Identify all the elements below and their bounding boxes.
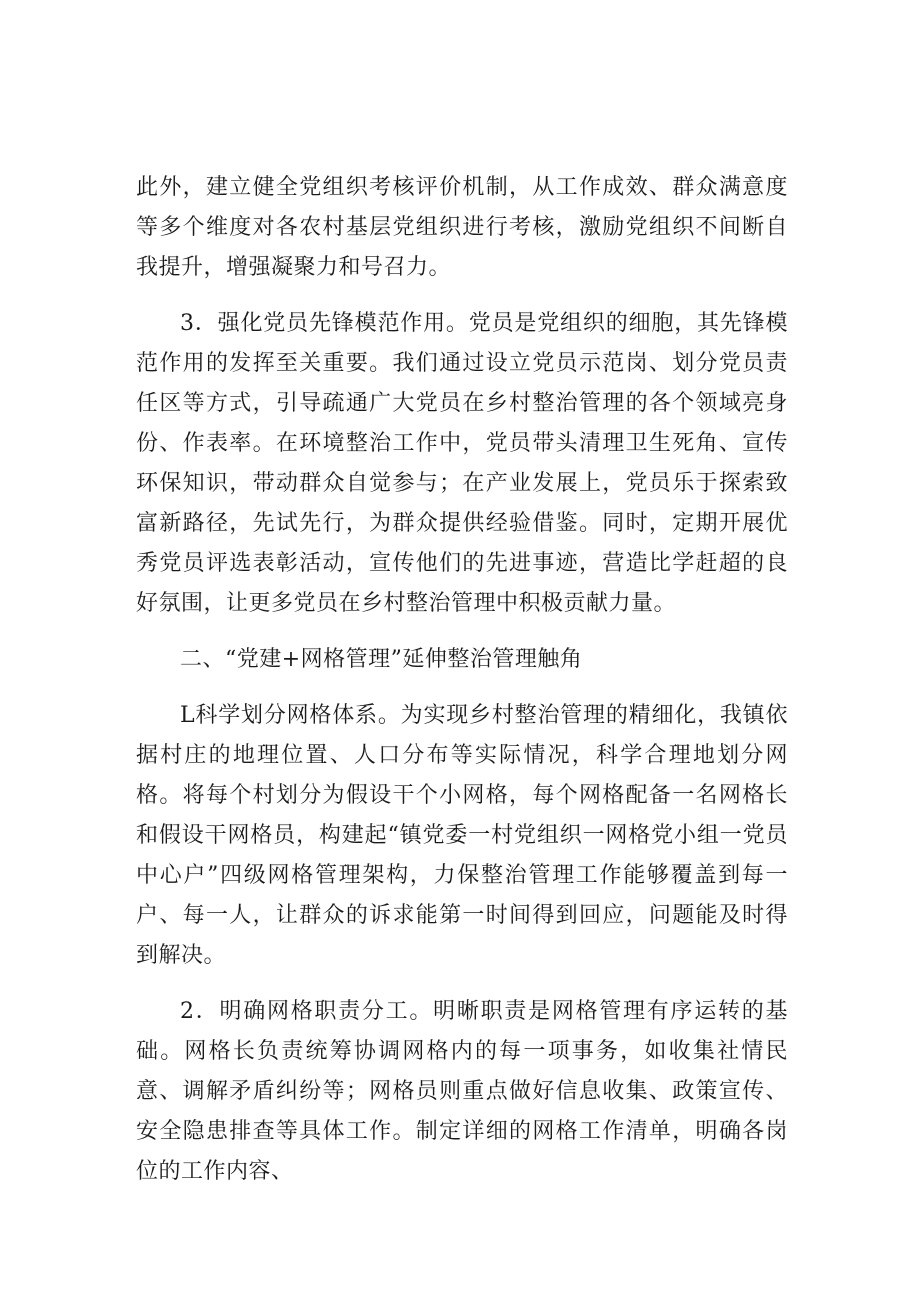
paragraph-grid-division: L科学划分网格体系。为实现乡村整治管理的精细化，我镇依据村庄的地理位置、人口分布等实际情况，科学合理地划分网格。将每个村划分为假设干个小网格，每个网格配备一名网格长和假设干网格员，构建起“镇党委一村党组织一网格党小组一党员中心户”四级网格管理架构，力保整治管理工作能够覆盖到每一户、每一人，让群众的诉求能第一时间得到回应，问题能及时得到解决。 bbox=[136, 703, 788, 968]
document-body bbox=[136, 168, 788, 1208]
paragraph-grid-duties: 2．明确网格职责分工。明晰职责是网格管理有序运转的基础。网格长负责统筹协调网格内的每一项事务，如收集社情民意、调解矛盾纠纷等；网格员则重点做好信息收集、政策宣传、安全隐患排查等具体工作。制定详细的网格工作清单，明确各岗位的工作内容、 bbox=[136, 999, 788, 1184]
section-heading-grid-management: 二、“党建+网格管理”延伸整治管理触角 bbox=[180, 647, 583, 672]
paragraph-party-member-role: 3．强化党员先锋模范作用。党员是党组织的细胞，其先锋模范作用的发挥至关重要。我们通过设立党员示范岗、划分党员责任区等方式，引导疏通广大党员在乡村整治管理的各个领域亮身份、作表率。在环境整治工作中，党员带头清理卫生死角、宣传环保知识，带动群众自觉参与；在产业发展上，党员乐于探索致富新路径，先试先行，为群众提供经验借鉴。同时，定期开展优秀党员评选表彰活动，宣传他们的先进事迹，营造比学赶超的良好氛围，让更多党员在乡村整治管理中积极贡献力量。 bbox=[136, 311, 788, 616]
paragraph-evaluation-mechanism: 此外，建立健全党组织考核评价机制，从工作成效、群众满意度等多个维度对各农村基层党组织进行考核，激励党组织不间断自我提升，增强凝聚力和号召力。 bbox=[136, 175, 788, 280]
